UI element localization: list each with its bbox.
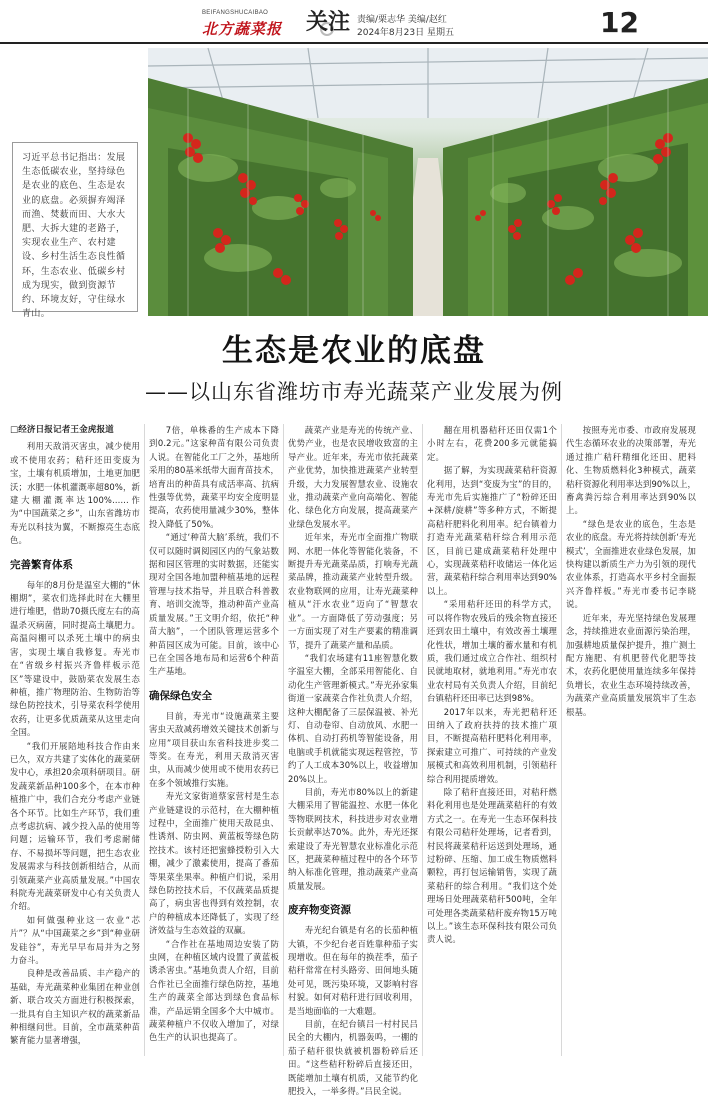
article-column-1 xyxy=(10,424,140,1056)
paragraph: 7倍，单株番的生产成本下降到0.2元。”这家种苗有限公司负责人说。在智能化工厂之外，基地所采用的80基米纸带大面育苗技术，培育出的种苗具有成活率高、抗病性强等优势，蔬菜平均安全度明显提高，农药使用量减少30%，整体投入降低了50%。 xyxy=(149,425,279,529)
paragraph: “通过‘种苗大脑’系统，我们不仅可以随时调阅园区内的气象站数据和园区管理的实时数据，还能实现对全国各地加盟种植基地的远程管理与技术指导，并且联合科普教育、培训交流等，推动种苗产业高质量发展。”王文明介绍，依托“种苗大脑”，一个团队管理运营多个种苗园区成为可能。目前，该中心已在全国各地布局和运营6个种苗生产基地。 xyxy=(149,532,279,677)
issue-date: 2024年8月23日 星期五 xyxy=(357,28,454,38)
paragraph: 蔬菜产业是寿光的传统产业、优势产业，也是农民增收致富的主导产业。近年来，寿光市依托蔬菜产业优势，加快推进蔬菜产业转型升级，大力发展智慧农业、设施农业，推动蔬菜产业向高端化、智能化、绿色化方向发展，提高蔬菜产业绿色发展水平。 xyxy=(288,425,418,529)
article-column-5 xyxy=(566,424,696,1056)
paragraph: 如何做强种业这一农业“芯片”？从“中国蔬菜之乡”到“种业研发硅谷”，寿光早早布局并为之努力奋斗。 xyxy=(10,914,140,966)
logo-english: BEIFANGSHUCAIBAO xyxy=(202,10,269,16)
article-column-2 xyxy=(149,424,279,1056)
leader-quote-text: 习近平总书记指出：发展生态低碳农业，坚持绿色是农业的底色、生态是农业的底盘。必须摒弃竭泽而渔、焚薮而田、大水大肥、大拆大建的老路子，实现农业生产、农村建设、乡村生活生态良性循环，生态农业、低碳乡村成为现实，做到资源节约、环境友好，守住绿水青山。 xyxy=(22,153,126,320)
paragraph: 每年的8月份是温室大棚的“休棚期”，菜农们选择此时在大棚里进行堆肥，借助70摄氏度左右的高温杀灭病菌，同时提高土壤肥力。高温闷棚可以杀死土壤中的病虫害，实现土壤自我修复。寿光市在“省级乡村振兴齐鲁样板示范区”等建设中，鼓励菜农发展生态种植，推广物理防治、生物防治等绿色防控技术，引导菜农科学使用农药，让更多优质蔬菜从这里走向全国。 xyxy=(10,579,140,738)
paragraph: 良种是改善品质、丰产稳产的基础，寿光蔬菜种业集团在种业创新、联合攻关方面进行积极探索，一批具有自主知识产权的蔬菜新品种相继问世。目前，全市蔬菜种苗繁育能力显著增强， xyxy=(10,968,140,1046)
paragraph: 目前，寿光市80%以上的新建大棚采用了智能温控、水肥一体化等物联网技术，科技进步对农业增长贡献率达70%。此外，寿光还探索建设了寿光智慧农业标准化示范区，把蔬菜种植过程中的各个环节纳入标准化管理，推动蔬菜产业高质量发展。 xyxy=(288,786,418,891)
paragraph: 2017年以来，寿光把秸秆还田纳入了政府扶持的技术推广项目，不断提高秸秆肥料化利用率，探索建立可推广、可持续的产业发展模式和高效利用机制，引领秸秆综合利用提质增效。 xyxy=(427,706,557,784)
paragraph: 目前，在纪台镇吕一村村民吕民全的大棚内，机器轰鸣，一棚的茄子秸秆很快就被机器粉碎后还田。“这些秸秆粉碎后直接还田，既能增加土壤有机质，又能节约化肥投入，一举多得。”吕民全说。 xyxy=(288,1019,418,1097)
article-title: 生态是农业的底盘 xyxy=(222,333,486,369)
editor-credit: 责编/栗志华 美编/赵红 xyxy=(357,15,447,25)
leader-quote-box xyxy=(12,142,138,320)
article-subtitle: ——以山东省潍坊市寿光蔬菜产业发展为例 xyxy=(145,380,563,404)
paragraph: “合作社在基地周边安装了防虫网，在种植区域内设置了黄蓝板诱杀害虫。”基地负责人介绍，目前合作社已全面推行绿色防控，基地生产的蔬菜全部达到绿色食品标准，产品远销全国多个大中城市。蔬菜种植户不仅收入增加了，对绿色生产的认识也提高了。 xyxy=(149,938,279,1043)
paragraph: 目前，寿光市“设施蔬菜主要害虫天敌减药增效关键技术创新与应用”项目获山东省科技进步奖二等奖。在寿光，利用天敌消灭害虫，从而减少使用或不使用农药已在多个领域推行实施。 xyxy=(149,710,279,788)
section-heading: 确保绿色安全 xyxy=(149,689,212,702)
reporter-byline: □经济日报记者王金虎报道 xyxy=(10,425,114,435)
paragraph: 除了秸秆直接还田，对秸秆燃料化利用也是处理蔬菜秸秆的有效方式之一。在寿光一生态环保科技有限公司秸秆处理场，记者看到，村民将蔬菜秸秆运送到处理场，通过粉碎、压缩、加工成生物质燃料颗粒，再打包运输销售，实现了蔬菜秸秆的综合利用。“我们这个处理场日处理蔬菜秸秆500吨，全年可处理各类蔬菜秸秆废弃物15万吨以上。”该生态环保科技有限公司负责人说。 xyxy=(427,786,557,945)
page-number: 12 xyxy=(600,6,639,39)
paragraph: 寿光文家街道蔡家营村是生态产业链建设的示范村，在大棚种植过程中，全面推广使用天敌昆虫、性诱剂、防虫网、黄蓝板等绿色防控技术。该村还把蜜蜂授粉引入大棚，减少了激素使用，提高了番茄等果菜坐果率。种植户们说，采用绿色防控技术后，不仅蔬菜品质提高了，病虫害也得到有效控制，农户的种植成本还降低了，实现了经济效益与生态效益的双赢。 xyxy=(149,791,279,936)
masthead xyxy=(0,0,708,44)
article-column-4 xyxy=(427,424,557,1056)
paragraph: 寿光纪台镇是有名的长茄种植大镇，不少纪台老百姓靠种茄子实现增收。但在每年的换茬季，茄子秸秆常常在村头路旁、田间地头随处可见，既污染环境，又影响村容村貌。如何对秸秆进行回收利用，是当地面临的一大难题。 xyxy=(288,925,418,1016)
paragraph: 按照寿光市委、市政府发展现代生态循环农业的决策部署，寿光通过推广秸秆精细化还田、肥料化、生物质燃料化3种模式，蔬菜秸秆资源化利用率达到90%以上，畜禽粪污综合利用率达到90%以上。 xyxy=(566,425,696,516)
paragraph: 近年来，寿光坚持绿色发展理念，持续推进农业面源污染治理，加强耕地质量保护提升，推广测土配方施肥、有机肥替代化肥等技术，农药化肥使用量连续多年保持负增长，农业生态环境持续改善，为蔬菜产业高质量发展筑牢了生态根基。 xyxy=(566,612,696,717)
newspaper-logo xyxy=(202,10,308,38)
section-name: 关注 xyxy=(306,10,351,35)
greenhouse-illustration xyxy=(148,48,708,316)
logo-chinese: 北方蔬菜报 xyxy=(202,20,283,38)
paragraph: 翻在用机器秸秆还田仅需1个小时左右，花费200多元就能搞定。 xyxy=(427,425,557,462)
paragraph: “绿色是农业的底色，生态是农业的底盘。寿光将持续创新‘寿光模式’，全面推进农业绿色发展，加快构建以新质生产力为引领的现代农业体系，打造高水平乡村全面振兴齐鲁样板。”寿光市委书记李晓说。 xyxy=(566,518,696,610)
section-heading: 完善繁育体系 xyxy=(10,558,73,571)
section-heading: 废弃物变资源 xyxy=(288,904,351,917)
greenhouse-tomato-photo xyxy=(148,48,708,316)
paragraph: 据了解，为实现蔬菜秸秆资源化利用，达到“变废为宝”的目的，寿光市先后实施推广了“粉碎还田+深耕/旋耕”等多种方式，不断提高秸秆肥料化利用率。纪台镇着力打造寿光蔬菜秸秆综合利用示范区，目前已建成蔬菜秸秆处理中心，实现蔬菜秸秆收储运一体化运营，蔬菜秸秆综合利用率达到90%以上。 xyxy=(427,465,557,596)
paragraph: 利用天敌消灭害虫，减少使用或不使用农药；秸秆还田变废为宝，土壤有机质增加，土地更加肥沃；水肥一体机灌溉率超80%，新建大棚灌溉率达100%……作为“中国蔬菜之乡”，山东省潍坊市寿光以科技为翼，不断擦亮生态底色。 xyxy=(10,441,140,546)
paragraph: “我们开展陪地科技合作由来已久，双方共建了实体化的蔬菜研发中心，承担20余项科研项目。研发蔬菜新品种100多个，在本市种植推广中，我们合充分考虑产业链各个环节。比如生产环节，我们重点考虑抗病、减少投入品的使用等问题；运输环节，我们考虑耐储存、不易损坏等问题，把生态农业发展需求与科技创新相结合，从而引领蔬菜产业高质量发展。”中国农科院寿光蔬菜研发中心有关负责人介绍。 xyxy=(10,740,140,912)
article-body xyxy=(10,424,700,1097)
paragraph: “我们农场建有11座智慧化数字温室大棚，全部采用智能化、自动化生产管理新模式。”寿光孙家集街道一家蔬菜合作社负责人介绍，这种大棚配备了三层保温被、补光灯、自动卷帘、自动放风、水肥一体机、自动打药机等智能设备，用电脑或手机就能实现远程管控，节约了人工成本30%以上，收益增加20%以上。 xyxy=(288,652,418,784)
article-column-3 xyxy=(288,424,418,1097)
paragraph: 近年来，寿光市全面推广物联网、水肥一体化等智能化装备，不断提升寿光蔬菜品质，打响寿光蔬菜品牌，推动蔬菜产业转型升级。农业物联网的应用，让寿光蔬菜种植从“汗水农业”迈向了“智慧农业”。一方面降低了劳动强度；另一方面实现了对生产要素的精准调节，提升了蔬菜产量和品质。 xyxy=(288,532,418,650)
paragraph: “采用秸秆还田的科学方式，可以将作物农残后的残余物直接还还到农田土壤中，有效改善土壤理化性状，增加土壤的蓄水量和有机质，我们通过成立合作社、组织村民就地取材，就地利用。”寿光市农业农村局有关负责人介绍，目前纪台镇秸秆还田率已达到98%。 xyxy=(427,599,557,704)
